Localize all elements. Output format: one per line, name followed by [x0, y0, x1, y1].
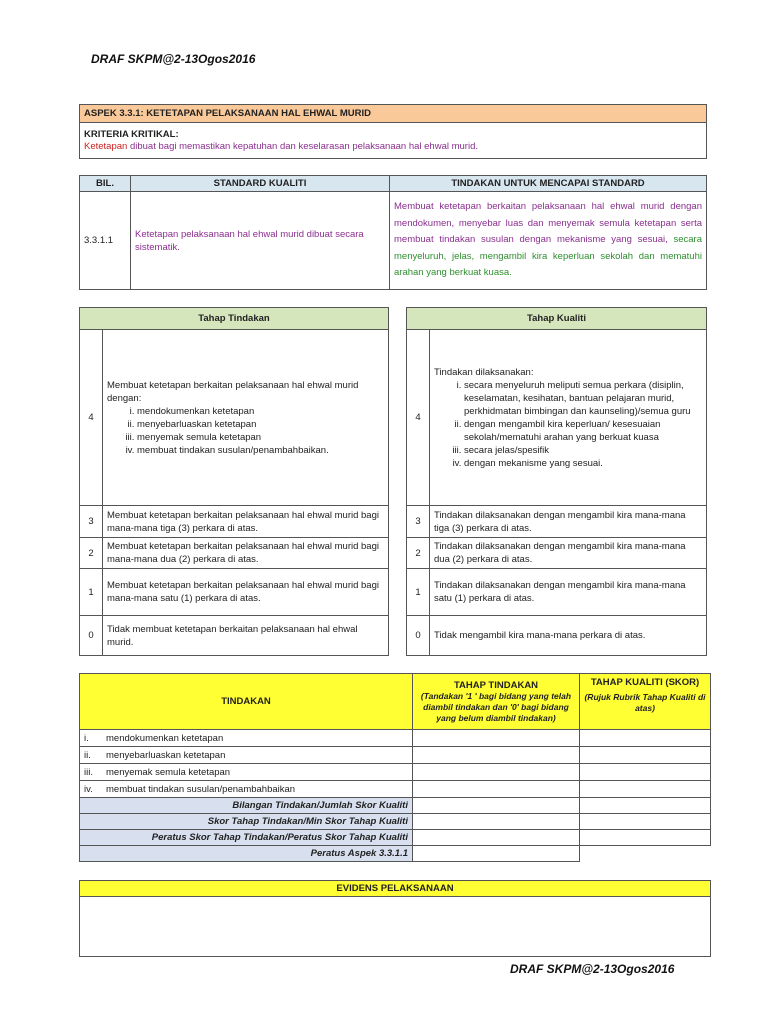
tt-level-0: 0 [80, 616, 103, 656]
skor-summary-tt-1[interactable] [413, 798, 580, 814]
tt-row-4 [103, 330, 389, 506]
tk-row-3: Tindakan dilaksanakan dengan mengambil kira mana-mana tiga (3) perkara di atas. [430, 506, 707, 538]
skor-summary-peratus: Peratus Skor Tahap Tindakan/Peratus Skor Tahap Kualiti [80, 830, 413, 846]
skor-tk-input-3[interactable] [580, 764, 711, 781]
kriteria-text: bagi memastikan kepatuhan dan keselarasan pelaksanaan hal ehwal murid. [158, 140, 479, 152]
standard-header: STANDARD KUALITI [131, 176, 390, 192]
skor-summary-bilangan: Bilangan Tindakan/Jumlah Skor Kualiti [80, 798, 413, 814]
skor-row-num: ii. [80, 747, 103, 764]
skor-tahap-tindakan-header: TAHAP TINDAKAN [453, 679, 539, 691]
tt-level-1: 1 [80, 569, 103, 616]
tahap-kualiti-table [406, 307, 707, 656]
evidens-header: EVIDENS PELAKSANAAN [80, 881, 711, 897]
tindakan-header: TINDAKAN UNTUK MENCAPAI STANDARD [390, 176, 707, 192]
tt-item-2: ii. menyebarluaskan ketetapan [137, 418, 384, 431]
skor-summary-tt-2[interactable] [413, 814, 580, 830]
skor-row-text: menyemak semula ketetapan [102, 764, 413, 781]
kriteria-cell [80, 123, 707, 159]
skor-summary-tk-1[interactable] [580, 798, 711, 814]
skor-summary-tk-2[interactable] [580, 814, 711, 830]
skor-tahap-tindakan-header-cell [413, 674, 580, 730]
tt-item-3: iii. menyemak semula ketetapan [137, 431, 384, 444]
skor-tk-input-4[interactable] [580, 781, 711, 798]
aspek-table [79, 104, 707, 159]
tahap-tindakan-table [79, 307, 389, 656]
skor-tk-input-2[interactable] [580, 747, 711, 764]
skor-summary-tk-3[interactable] [580, 830, 711, 846]
tk-level-1: 1 [407, 569, 430, 616]
skor-tahap-kualiti-note: (Rujuk Rubrik Tahap Kualiti di atas) [584, 692, 706, 713]
tindakan-text-2: secara menyeluruh, jelas, mengambil kira keperluan sekolah dan mematuhi arahan yang berkuat kuasa. [394, 234, 702, 279]
tk-level-2: 2 [407, 538, 430, 569]
skor-tk-input-1[interactable] [580, 730, 711, 747]
kriteria-label: KRITERIA KRITIKAL: [84, 128, 179, 140]
sk-text-2: dibuat [306, 228, 333, 240]
skor-tt-input-2[interactable] [413, 747, 580, 764]
tk-level-3: 3 [407, 506, 430, 538]
skor-row-text: membuat tindakan susulan/penambahbaikan [102, 781, 413, 798]
tt-item-1: i. mendokumenkan ketetapan [137, 405, 384, 418]
tk-item-2: ii. dengan mengambil kira keperluan/ kesesuaian sekolah/mematuhi arahan yang berkuat kuasa [464, 418, 702, 444]
tt-item-4: iv. membuat tindakan susulan/penambahbaikan. [137, 444, 384, 457]
bil-value: 3.3.1.1 [80, 192, 131, 290]
tt-level-2: 2 [80, 538, 103, 569]
tindakan-text-1: Membuat ketetapan berkaitan pelaksanaan hal ehwal murid dengan mendokumen, menyebar luas dan menyemak semula ketetapan serta membuat tindakan susulan dengan mekanisme yang sesuai, [394, 201, 702, 246]
skor-tt-input-3[interactable] [413, 764, 580, 781]
skor-tindakan-header: TINDAKAN [80, 674, 413, 730]
draft-footer: DRAF SKPM@2-13Ogos2016 [510, 962, 675, 976]
tk-row-0: Tidak mengambil kira mana-mana perkara di atas. [430, 616, 707, 656]
bil-header: BIL. [80, 176, 131, 192]
tt-row-4-intro: Membuat ketetapan berkaitan pelaksanaan hal ehwal murid dengan: [107, 379, 359, 404]
skor-row-num: iv. [80, 781, 103, 798]
skor-summary-aspek-value[interactable] [413, 846, 580, 862]
skor-table [79, 673, 711, 862]
tk-level-0: 0 [407, 616, 430, 656]
tt-row-0: Tidak membuat ketetapan berkaitan pelaksanaan hal ehwal murid. [103, 616, 389, 656]
tt-row-3: Membuat ketetapan berkaitan pelaksanaan hal ehwal murid bagi mana-mana tiga (3) perkara di atas. [103, 506, 389, 538]
skor-tahap-kualiti-header-cell [580, 674, 711, 730]
kriteria-dibuat: dibuat [129, 140, 156, 152]
tk-item-1: i. secara menyeluruh meliputi semua perkara (disiplin, keselamatan, kesihatan, bantuan pelajaran murid, perkhidmatan bimbingan dan kaunseling)/semua guru [464, 379, 702, 418]
kriteria-ketetapan: Ketetapan [84, 140, 128, 152]
tk-row-4 [430, 330, 707, 506]
skor-row-num: i. [80, 730, 103, 747]
tahap-tindakan-header: Tahap Tindakan [80, 308, 389, 330]
skor-summary-tt-3[interactable] [413, 830, 580, 846]
skor-tahap-kualiti-header: TAHAP KUALITI (SKOR) [590, 677, 700, 688]
tk-item-3: iii. secara jelas/spesifik [464, 444, 702, 457]
skor-tt-input-4[interactable] [413, 781, 580, 798]
sk-text-3: secara sistematik. [135, 228, 364, 253]
skor-row-text: mendokumenkan ketetapan [102, 730, 413, 747]
tk-row-2: Tindakan dilaksanakan dengan mengambil kira mana-mana dua (2) perkara di atas. [430, 538, 707, 569]
tt-row-2: Membuat ketetapan berkaitan pelaksanaan hal ehwal murid bagi mana-mana dua (2) perkara di atas. [103, 538, 389, 569]
tt-level-3: 3 [80, 506, 103, 538]
standard-table [79, 175, 707, 290]
tk-item-4: iv. dengan mekanisme yang sesuai. [464, 457, 702, 470]
tahap-kualiti-header: Tahap Kualiti [407, 308, 707, 330]
skor-summary-empty [580, 846, 711, 862]
evidens-table [79, 880, 711, 957]
tk-row-1: Tindakan dilaksanakan dengan mengambil kira mana-mana satu (1) perkara di atas. [430, 569, 707, 616]
skor-row-text: menyebarluaskan ketetapan [102, 747, 413, 764]
skor-summary-aspek: Peratus Aspek 3.3.1.1 [80, 846, 413, 862]
evidens-content[interactable] [80, 897, 711, 957]
skor-tahap-tindakan-note: (Tandakan '1 ' bagi bidang yang telah diambil tindakan dan '0' bagi bidang yang belum diambil tindakan) [420, 690, 572, 723]
standard-kualiti-cell [131, 192, 390, 290]
skor-row-num: iii. [80, 764, 103, 781]
skor-summary-skor: Skor Tahap Tindakan/Min Skor Tahap Kualiti [80, 814, 413, 830]
tindakan-cell [390, 192, 707, 290]
skor-tt-input-1[interactable] [413, 730, 580, 747]
tt-level-4: 4 [80, 330, 103, 506]
tk-level-4: 4 [407, 330, 430, 506]
tt-row-1: Membuat ketetapan berkaitan pelaksanaan hal ehwal murid bagi mana-mana satu (1) perkara di atas. [103, 569, 389, 616]
aspek-title: ASPEK 3.3.1: KETETAPAN PELAKSANAAN HAL EHWAL MURID [80, 105, 707, 123]
tk-row-4-intro: Tindakan dilaksanakan: [434, 366, 534, 378]
draft-header: DRAF SKPM@2-13Ogos2016 [91, 52, 256, 66]
sk-text-1: Ketetapan pelaksanaan hal ehwal murid [135, 228, 305, 240]
